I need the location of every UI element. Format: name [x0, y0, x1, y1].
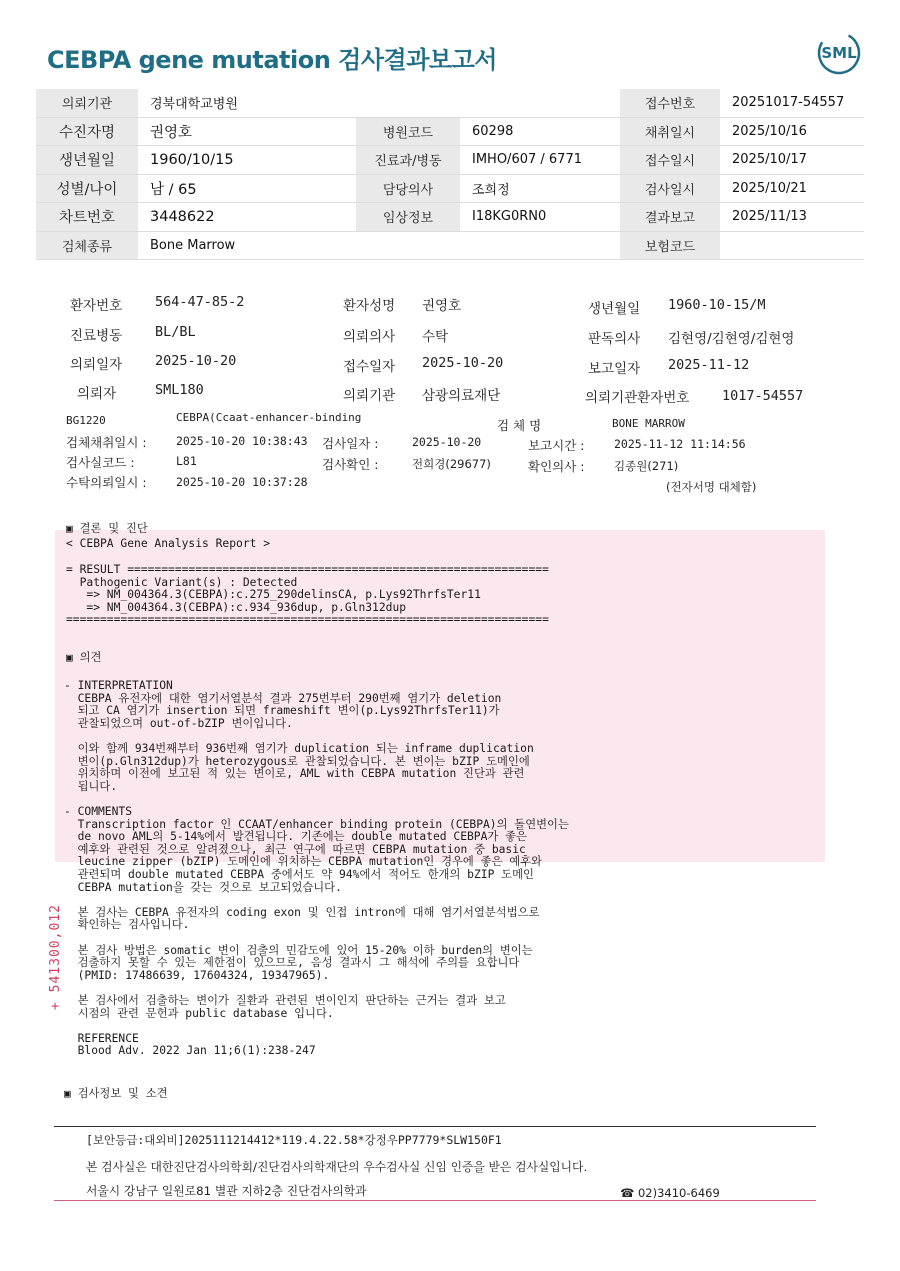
- label-hospital-code: 병원코드: [356, 117, 460, 146]
- label-consign-datetime: 수탁의뢰일시 :: [66, 475, 147, 490]
- address-text: 서울시 강남구 일원로81 별관 지하2층 진단검사의학과: [86, 1184, 367, 1198]
- sml-logo: [816, 30, 862, 76]
- value-lab-code: L81: [176, 454, 197, 468]
- value-collect-datetime: 2025-10-20 10:38:43: [176, 434, 308, 448]
- value-receipt-date: 2025/10/17: [720, 146, 864, 175]
- scan-value-req-doctor: 수탁: [422, 329, 449, 345]
- value-department: IMHO/607 / 6771: [460, 146, 620, 175]
- security-line: [보안등급:대외비]2025111214412*119.4.22.58*강정우PP7779*SLW150F1: [86, 1133, 502, 1147]
- scan-label-patient-name: 환자성명: [343, 298, 396, 314]
- header-row-3: [36, 146, 864, 175]
- label-exam-date: 검사일자 :: [322, 436, 379, 451]
- label-chart-number: 차트번호: [36, 203, 138, 232]
- value-result-report: 2025/11/13: [720, 203, 864, 232]
- section-conclusion-title: ▣ 결론 및 진단: [66, 522, 148, 535]
- header-row-6: [36, 231, 864, 260]
- section-opinion-title: ▣ 의견: [66, 651, 102, 664]
- page-title: CEBPA gene mutation 검사결과보고서: [47, 46, 497, 74]
- label-receipt-number: 접수번호: [620, 89, 720, 117]
- header-row-2: [36, 117, 864, 146]
- value-sex-age: 남 / 65: [138, 174, 356, 203]
- scan-label-ward: 진료병동: [70, 328, 123, 344]
- value-patient-name: 권영호: [138, 117, 356, 146]
- scan-label-recv-date: 접수일자: [343, 359, 396, 375]
- value-receipt-number: 20251017-54557: [720, 89, 864, 117]
- value-requesting-institution: 경북대학교병원: [138, 89, 620, 117]
- value-specimen-type: Bone Marrow: [138, 231, 620, 260]
- phone-text: ☎ 02)3410-6469: [620, 1186, 720, 1200]
- label-department: 진료과/병동: [356, 146, 460, 175]
- value-insurance-code: [720, 231, 864, 260]
- specimen-value: BONE MARROW: [612, 417, 685, 430]
- value-report-time: 2025-11-12 11:14:56: [614, 437, 746, 451]
- label-exam-confirm: 검사확인 :: [322, 457, 379, 472]
- label-birth-date: 생년월일: [36, 146, 138, 175]
- value-clinical-info: I18KG0RN0: [460, 203, 620, 232]
- scan-value-req-date: 2025-10-20: [155, 353, 237, 369]
- label-sex-age: 성별/나이: [36, 174, 138, 203]
- label-result-report: 결과보고: [620, 203, 720, 232]
- scan-label-birth: 생년월일: [588, 301, 641, 317]
- interpretation-block: - INTERPRETATION CEBPA 유전자에 대한 염기서열분석 결과 275번부터 290번째 염기가 deletion 되고 CA 염기가 insertion 되면 frameshift 변이(p.Lys92ThrfsTer11)가 관찰되었으며 out-of-bZIP 변이입니다. 이와 함께 934번째부터 936번째 염기가 duplication 되는 inframe duplication 변이(p.Gln312dup)가 heterozygous로 관찰되었습니다. 본 변이는 bZIP 도메인에 위치하며 이전에 보고된 적 있는 변이로, AML with CEBPA mutation 진단과 관련 됩니다.: [64, 679, 534, 793]
- label-patient-name: 수진자명: [36, 117, 138, 146]
- scan-label-req-inst: 의뢰기관: [343, 388, 396, 404]
- header-row-5: [36, 203, 864, 232]
- certification-text: 본 검사실은 대한진단검사의학회/진단검사의학재단의 우수검사실 신임 인증을 받은 검사실입니다.: [86, 1160, 588, 1174]
- scan-value-inst-patient-no: 1017-54557: [722, 388, 804, 404]
- value-hospital-code: 60298: [460, 117, 620, 146]
- test-code: BG1220: [66, 414, 106, 427]
- value-consign-datetime: 2025-10-20 10:37:28: [176, 475, 308, 489]
- scan-value-birth: 1960-10-15/M: [668, 297, 766, 313]
- label-insurance-code: 보험코드: [620, 231, 720, 260]
- header-table: [36, 89, 864, 260]
- scan-value-patient-name: 권영호: [422, 298, 462, 314]
- value-confirm-doctor: 김종원(271): [614, 459, 679, 473]
- value-exam-date: 2025-10-20: [412, 435, 482, 449]
- scan-label-report-date: 보고일자: [588, 361, 641, 377]
- scan-value-reader: 김현영/김현영/김현영: [668, 331, 795, 347]
- value-exam-confirm: 전희경(29677): [412, 457, 491, 471]
- footer-top-rule: [54, 1126, 816, 1127]
- label-test-date: 검사일시: [620, 174, 720, 203]
- value-physician: 조희정: [460, 174, 620, 203]
- footer-bottom-rule: [54, 1200, 816, 1201]
- scan-label-req-doctor: 의뢰의사: [343, 329, 396, 345]
- header-row-1: [36, 89, 864, 117]
- test-name: CEBPA(Ccaat-enhancer-binding: [176, 411, 362, 424]
- scan-value-requester: SML180: [155, 382, 204, 398]
- scan-value-patient-no: 564-47-85-2: [155, 294, 245, 310]
- label-clinical-info: 임상정보: [356, 203, 460, 232]
- value-test-date: 2025/10/21: [720, 174, 864, 203]
- value-collection-date: 2025/10/16: [720, 117, 864, 146]
- scan-label-inst-patient-no: 의뢰기관환자번호: [585, 390, 690, 406]
- header-row-4: [36, 174, 864, 203]
- label-requesting-institution: 의뢰기관: [36, 89, 138, 117]
- label-collect-datetime: 검체채취일시 :: [66, 435, 147, 450]
- logo-text: SML: [821, 44, 857, 62]
- label-confirm-doctor: 확인의사 :: [528, 459, 585, 474]
- label-receipt-date: 접수일시: [620, 146, 720, 175]
- scan-label-requester: 의뢰자: [77, 386, 117, 402]
- scan-value-recv-date: 2025-10-20: [422, 355, 504, 371]
- esign-note: (전자서명 대체함): [666, 480, 757, 494]
- scan-value-report-date: 2025-11-12: [668, 357, 750, 373]
- scan-value-req-inst: 삼광의료재단: [422, 388, 501, 404]
- scan-value-ward: BL/BL: [155, 324, 196, 340]
- scan-label-patient-no: 환자번호: [70, 298, 123, 314]
- value-chart-number: 3448622: [138, 203, 356, 232]
- section-test-info-title: ▣ 검사정보 및 소견: [64, 1087, 168, 1100]
- specimen-label: 검 체 명: [497, 418, 542, 433]
- label-physician: 담당의사: [356, 174, 460, 203]
- result-block: = RESULT ============================================================== Pathogenic Variant(s) : Detected => NM_004364.3(CEBPA):c.275_290delinsCA, p.Lys92ThrfsTer11 => NM_004364.3(CEBPA):c.934_936dup, p.Gln312dup =======================================================================: [66, 563, 549, 627]
- value-birth-date: 1960/10/15: [138, 146, 356, 175]
- label-collection-date: 채취일시: [620, 117, 720, 146]
- report-header-line: < CEBPA Gene Analysis Report >: [66, 537, 271, 550]
- comments-block: - COMMENTS Transcription factor 인 CCAAT/enhancer binding protein (CEBPA)의 돌연변이는 de novo AML의 5-14%에서 발견됩니다. 기존에는 double mutated CEBPA가 좋은 예후와 관련된 것으로 알려졌으나, 최근 연구에 따르면 CEBPA mutation 중 basic leucine zipper (bZIP) 도메인에 위치하는 CEBPA mutation인 경우에 좋은 예후와 관련되며 double mutated CEBPA 중에서도 약 94%에서 적어도 한개의 bZIP 도메인 CEBPA mutation을 갖는 것으로 보고되었습니다. 본 검사는 CEBPA 유전자의 coding exon 및 인접 intron에 대해 염기서열분석법으로 확인하는 검사입니다. 본 검사 방법은 somatic 변이 검출의 민감도에 있어 15-20% 이하 burden의 변이는 검출하지 못할 수 있는 제한점이 있으므로, 음성 결과시 그 해석에 주의를 요합니다 (PMID: 17486639, 17604324, 19347965). 본 검사에서 검출하는 변이가 질환과 관련된 변이인지 판단하는 근거는 결과 보고 시점의 관련 문헌과 public database 입니다. REFERENCE Blood Adv. 2022 Jan 11;6(1):238-247: [64, 805, 569, 1058]
- scan-label-req-date: 의뢰일자: [70, 357, 123, 373]
- label-report-time: 보고시간 :: [528, 438, 585, 453]
- label-specimen-type: 검체종류: [36, 231, 138, 260]
- label-lab-code: 검사실코드 :: [66, 455, 135, 470]
- side-serial-number: + 541300,012: [48, 904, 63, 1010]
- scan-label-reader: 판독의사: [588, 331, 641, 347]
